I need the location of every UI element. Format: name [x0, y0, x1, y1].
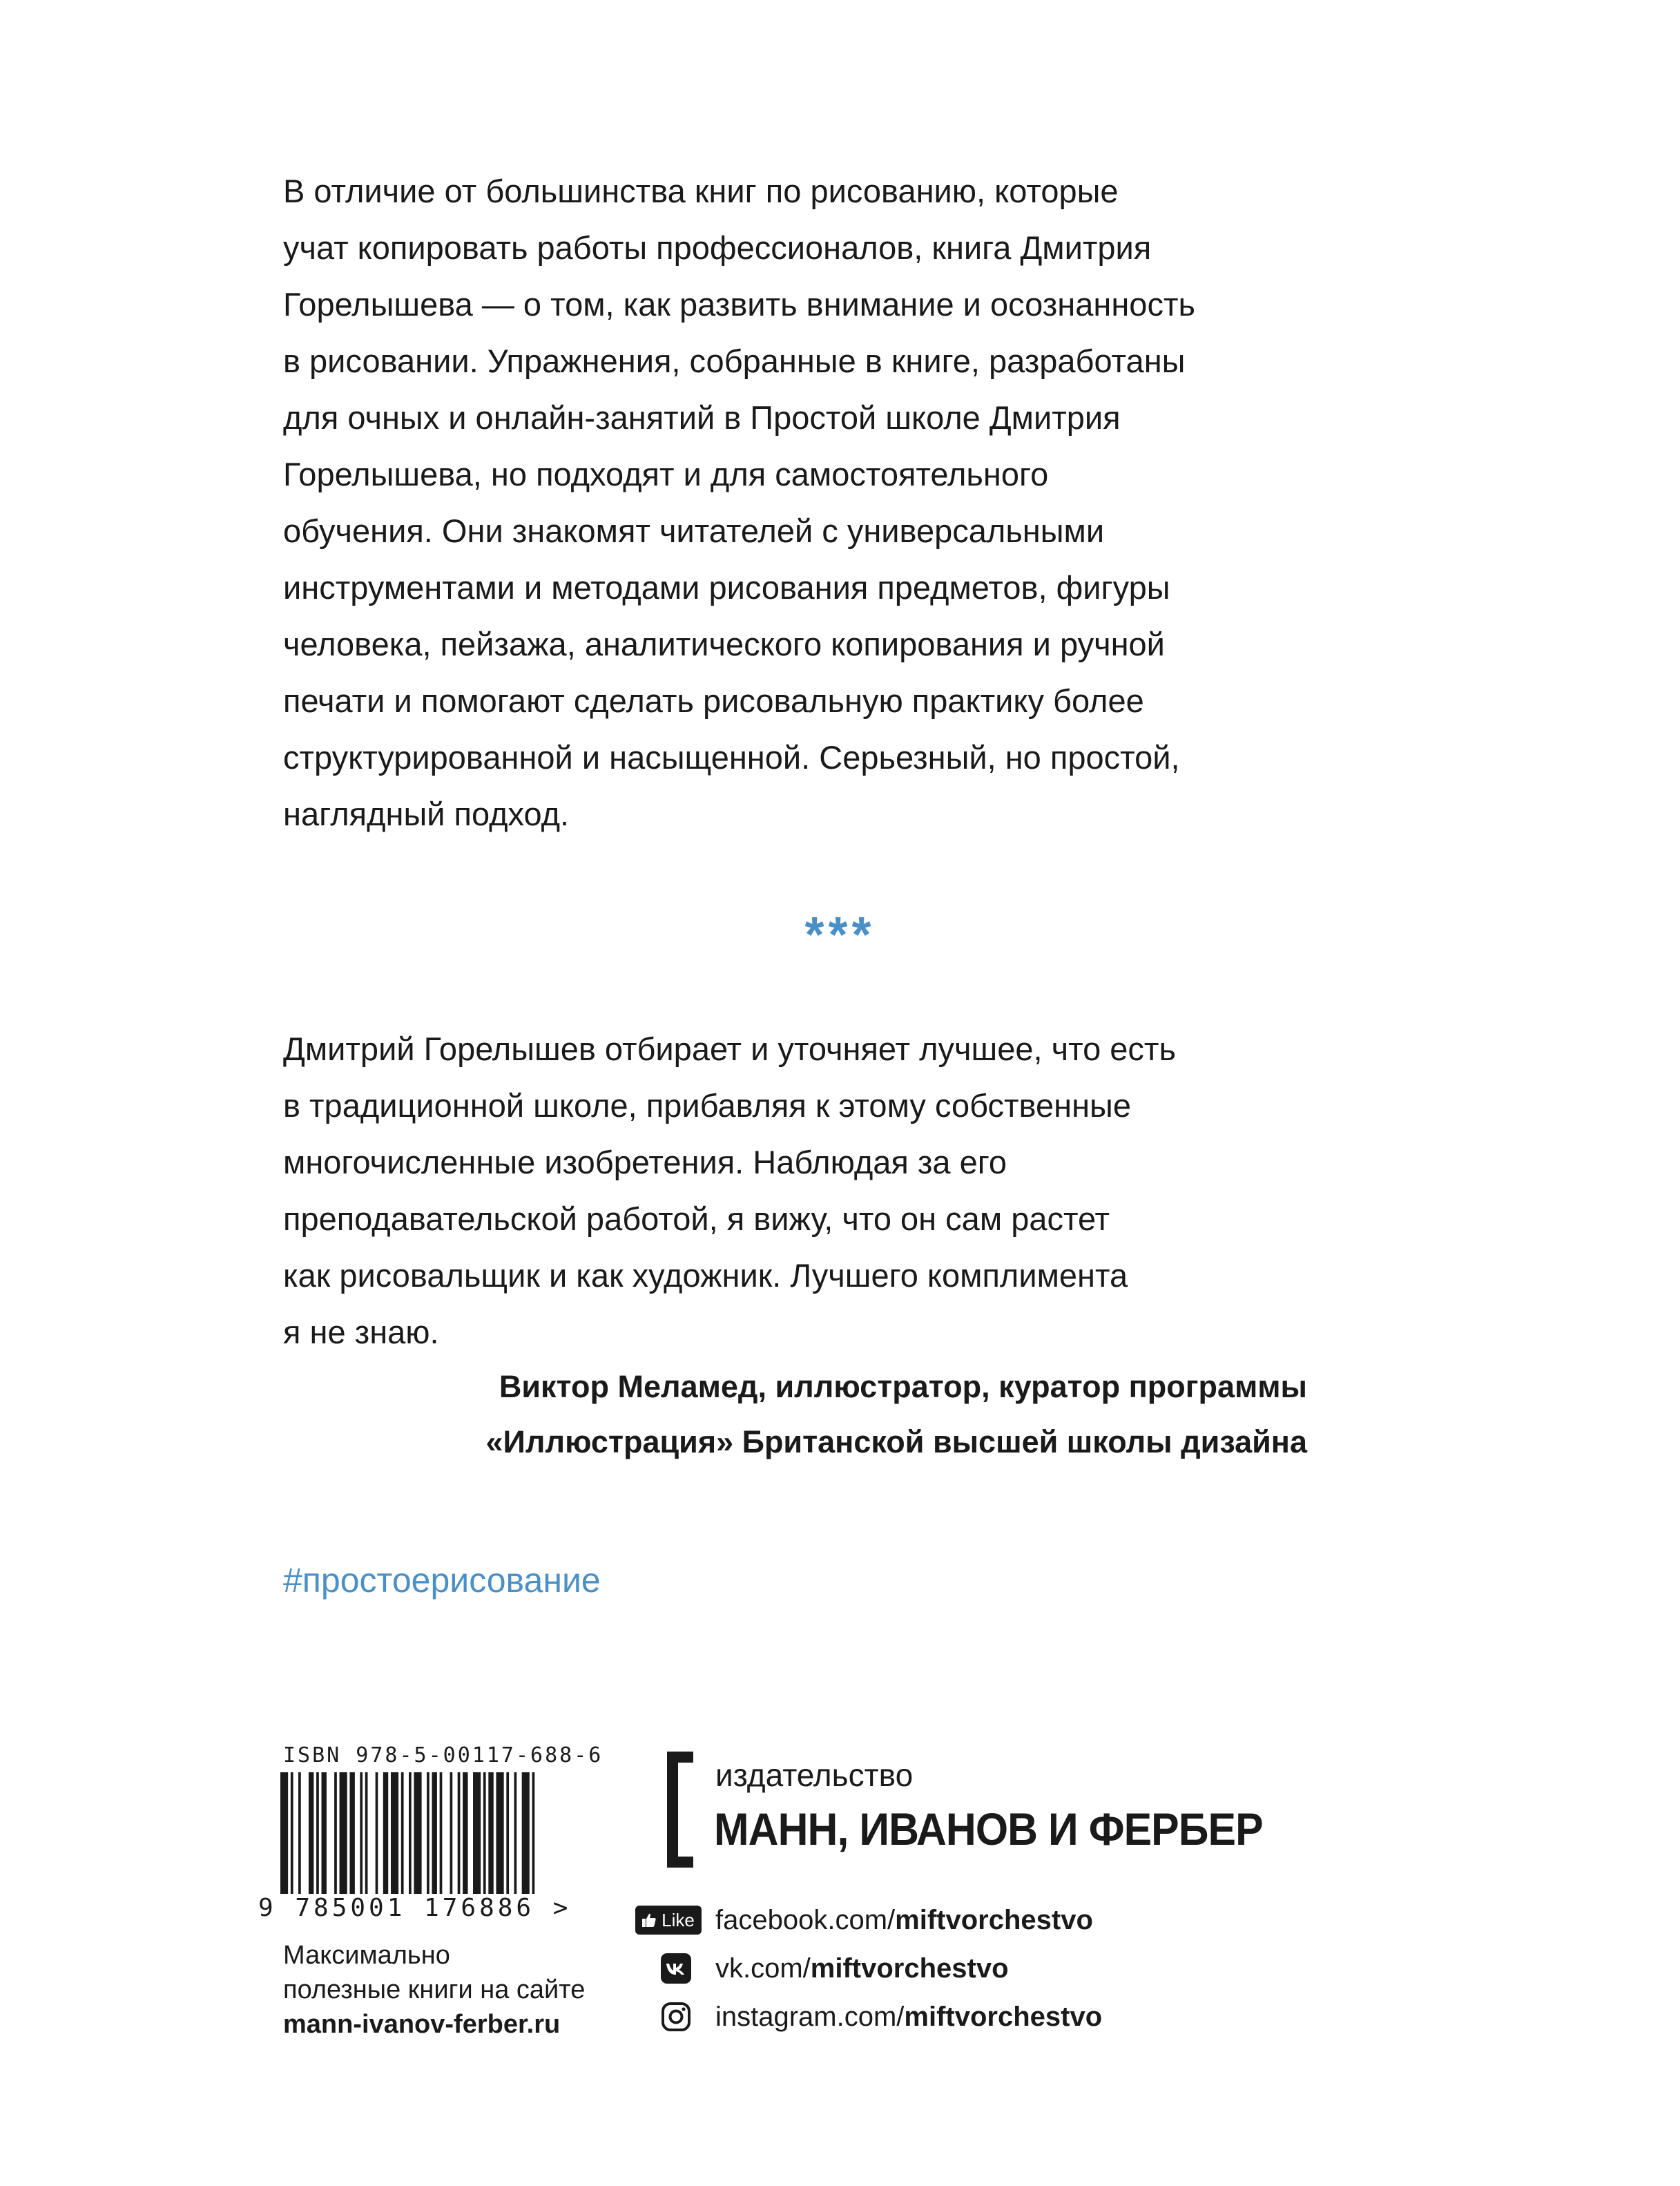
barcode-bar [409, 1772, 412, 1910]
attribution-line: Виктор Меламед, иллюстратор, куратор программы [499, 1369, 1307, 1404]
facebook-link-text[interactable] [715, 1905, 1093, 1936]
publisher-website-link[interactable]: mann-ivanov-ferber.ru [283, 2010, 561, 2039]
barcode-bar [340, 1772, 347, 1910]
hashtag: #простоерисование [283, 1561, 601, 1600]
description-line: для очных и онлайн-занятий в Простой школе Дмитрия [283, 399, 1121, 436]
barcode-bar [322, 1772, 327, 1910]
isbn-label: ISBN 978-5-00117-688-6 [283, 1743, 604, 1767]
barcode-bar [473, 1772, 481, 1910]
quote-attribution [486, 1359, 1307, 1470]
section-separator: *** [804, 908, 876, 963]
barcode-bar [522, 1772, 530, 1910]
quote-line: многочисленные изобретения. Наблюдая за его [283, 1144, 1007, 1180]
like-label: Like [662, 1909, 695, 1930]
vk-link-text[interactable] [715, 1953, 1009, 1984]
barcode-bar [488, 1772, 493, 1910]
barcode-bar [280, 1772, 288, 1910]
facebook-prefix: facebook.com/ [715, 1904, 896, 1935]
barcode-bar [506, 1772, 509, 1910]
barcode-bar [291, 1772, 293, 1910]
barcode-bar [514, 1772, 517, 1910]
barcode-bar [401, 1772, 404, 1910]
vk-prefix: vk.com/ [715, 1953, 811, 1984]
barcode-bar [432, 1772, 436, 1910]
barcode-graphic [279, 1772, 541, 1910]
barcode-bar [483, 1772, 486, 1910]
instagram-handle: miftvorchestvo [904, 2001, 1103, 2032]
barcode-bar [360, 1772, 363, 1910]
quote-line: Дмитрий Горелышев отбирает и уточняет лучшее, что есть [283, 1030, 1176, 1067]
barcode-bar [316, 1772, 319, 1910]
quote-line: я не знаю. [283, 1314, 439, 1350]
description-line: человека, пейзажа, аналитического копирования и ручной [283, 626, 1165, 662]
instagram-prefix: instagram.com/ [715, 2001, 905, 2032]
instagram-icon [661, 2002, 691, 2032]
description-line: Горелышева, но подходят и для самостоятельного [283, 456, 1049, 492]
description-line: В отличие от большинства книг по рисованию, которые [283, 173, 1119, 209]
barcode-bar [365, 1772, 368, 1910]
social-vk[interactable] [626, 1949, 1009, 1988]
description-line: обучения. Они знакомят читателей с универсальными [283, 512, 1105, 549]
description-line: наглядный подход. [283, 796, 570, 832]
barcode-bar [463, 1772, 467, 1910]
barcode-bar [334, 1772, 337, 1910]
vk-handle: miftvorchestvo [810, 1953, 1009, 1984]
social-instagram[interactable] [626, 1997, 1102, 2036]
barcode-bar [532, 1772, 535, 1910]
quote-line: в традиционной школе, прибавляя к этому собственные [283, 1087, 1131, 1124]
description-line: структурированной и насыщенной. Серьезный, но простой, [283, 739, 1180, 776]
description-line: в рисовании. Упражнения, собранные в книге, разработаны [283, 343, 1186, 379]
barcode-bar [376, 1772, 378, 1910]
review-quote [283, 1021, 1333, 1361]
barcode-bar [458, 1772, 461, 1910]
facebook-handle: miftvorchestvo [895, 1904, 1093, 1935]
quote-line: преподавательской работой, я вижу, что он сам растет [283, 1200, 1110, 1237]
barcode-bar [349, 1772, 354, 1910]
publisher-bracket-icon [667, 1752, 695, 1868]
attribution-line: «Иллюстрация» Британской высшей школы дизайна [485, 1424, 1307, 1459]
description-line: печати и помогают сделать рисовальную практику более [283, 682, 1144, 719]
promo-line: полезные книги на сайте [283, 1975, 586, 2004]
barcode-bar [298, 1772, 301, 1910]
vk-icon [661, 1953, 691, 1984]
barcode-bar [391, 1772, 398, 1910]
barcode-digits: 9 785001 176886 > [258, 1894, 572, 1922]
barcode-bar [309, 1772, 313, 1910]
publisher-label: издательство [715, 1757, 914, 1793]
instagram-link-text[interactable] [715, 2002, 1102, 2033]
barcode-bar [427, 1772, 429, 1910]
barcode-bar [414, 1772, 421, 1910]
description-line: Горелышева — о том, как развить внимание и осознанность [283, 286, 1195, 323]
barcode-bar [496, 1772, 503, 1910]
publisher-name: МАНН, ИВАНОВ И ФЕРБЕР [714, 1803, 1263, 1854]
quote-line: как рисовальщик и как художник. Лучшего комплимента [283, 1257, 1128, 1294]
social-facebook[interactable] [626, 1901, 1093, 1939]
site-promo [283, 1938, 585, 2042]
book-description [283, 163, 1333, 843]
description-line: учат копировать работы профессионалов, книга Дмитрия [283, 229, 1152, 266]
barcode-bar [450, 1772, 453, 1910]
barcode-bar [440, 1772, 443, 1910]
description-line: инструментами и методами рисования предметов, фигуры [283, 569, 1170, 606]
barcode-bar [383, 1772, 388, 1910]
promo-line: Максимально [283, 1941, 450, 1970]
facebook-like-icon [635, 1906, 702, 1935]
